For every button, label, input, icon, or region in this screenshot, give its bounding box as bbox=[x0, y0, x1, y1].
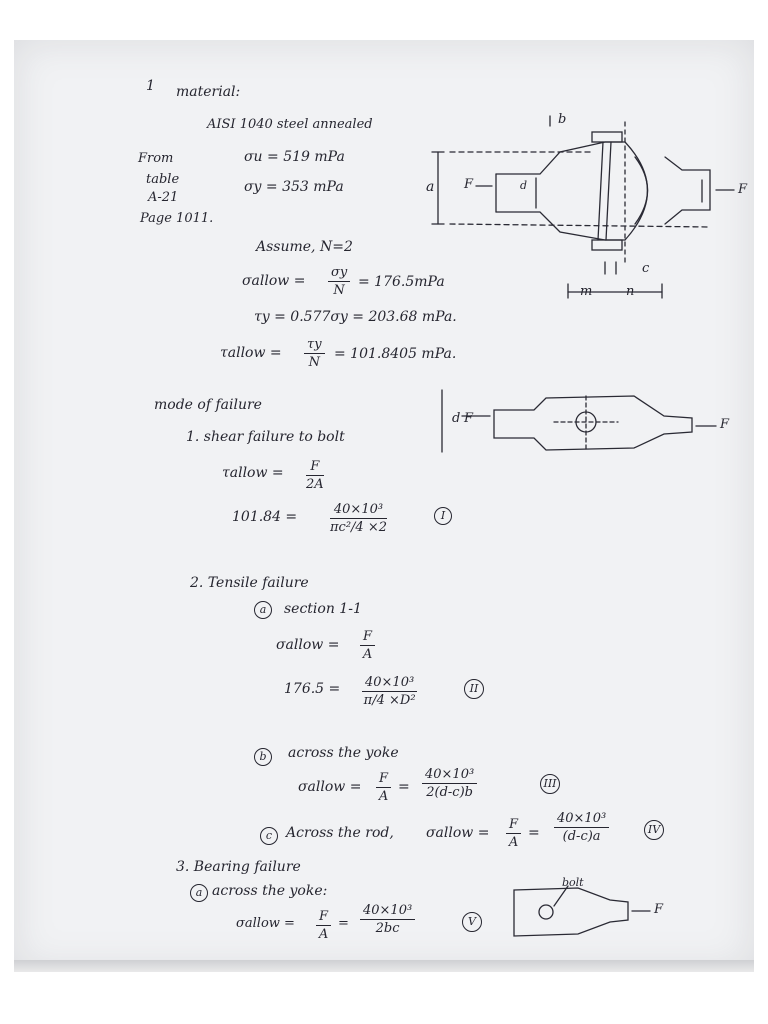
shear-value-fraction bbox=[330, 503, 387, 534]
tensile-lhs: σallow = bbox=[276, 637, 340, 653]
bolt-hole bbox=[539, 905, 553, 919]
knuckle-joint-sketch bbox=[420, 112, 750, 312]
mode-of-failure-heading: mode of failure bbox=[154, 397, 262, 413]
section-a2-marker: a bbox=[190, 884, 208, 902]
fig1-label-a: a bbox=[426, 179, 435, 195]
bearing-mid-denominator: A bbox=[318, 927, 329, 942]
tauallow-result: = 101.8405 mPa. bbox=[334, 346, 457, 362]
yoke-lhs: σallow = bbox=[298, 779, 362, 795]
table-number: A-21 bbox=[148, 190, 179, 205]
material-heading: material: bbox=[176, 84, 241, 100]
rod-fraction bbox=[554, 812, 609, 843]
rod-mid-denominator: A bbox=[508, 835, 519, 850]
section-b-marker: b bbox=[254, 748, 272, 766]
pin-line-1 bbox=[598, 142, 603, 240]
equation-tag-1: I bbox=[434, 507, 452, 525]
sallow-result: = 176.5mPa bbox=[358, 274, 445, 290]
right-rod-outline bbox=[665, 157, 710, 224]
across-rod-label: Across the rod, bbox=[286, 825, 394, 841]
ultimate-strength: σu = 519 mPa bbox=[244, 149, 345, 165]
shear-value-denominator: πc²/4 ×2 bbox=[330, 520, 387, 535]
yoke-upper-outline bbox=[496, 142, 625, 174]
yoke-numerator: 40×10³ bbox=[422, 768, 477, 784]
yoke-end-outline bbox=[514, 888, 628, 936]
yoke-denominator: 2(d-c)b bbox=[426, 785, 473, 800]
bearing-numerator: 40×10³ bbox=[360, 904, 415, 920]
equation-tag-4: IV bbox=[644, 820, 664, 840]
sallow-denominator: N bbox=[333, 283, 345, 298]
across-yoke-label: across the yoke bbox=[288, 745, 399, 761]
fig1-label-f: F bbox=[464, 177, 474, 192]
bearing-fraction bbox=[360, 904, 415, 935]
equation-tag-5: V bbox=[462, 912, 482, 932]
tauallow-lhs: τallow = bbox=[220, 345, 282, 361]
bearing-lhs: σallow = bbox=[236, 916, 295, 931]
equation-tag-2: II bbox=[464, 679, 484, 699]
rod-equals: = bbox=[528, 825, 540, 841]
bearing-across-yoke-label: across the yoke: bbox=[212, 883, 328, 899]
bearing-denominator: 2bc bbox=[375, 921, 400, 936]
shear-lhs: τallow = bbox=[222, 465, 284, 481]
fig1-label-m: m bbox=[580, 284, 593, 299]
page-label: Page 1011. bbox=[140, 211, 214, 226]
yoke-mid-numerator: F bbox=[376, 772, 391, 788]
rod-mid-numerator: F bbox=[506, 818, 521, 834]
eye-inner-outline bbox=[635, 157, 648, 224]
rod-mid-fraction bbox=[506, 818, 521, 849]
tauallow-numerator: τy bbox=[304, 338, 325, 354]
bearing-failure-heading: 3. Bearing failure bbox=[176, 859, 301, 875]
yoke-mid-fraction bbox=[376, 772, 391, 803]
tensile-failure-heading: 2. Tensile failure bbox=[190, 575, 309, 591]
steel-spec: AISI 1040 steel annealed bbox=[207, 117, 373, 132]
section-a-marker: a bbox=[254, 601, 272, 619]
joint-top-view-sketch bbox=[434, 386, 734, 466]
pin-head-bottom bbox=[592, 240, 622, 250]
rod-lhs: σallow = bbox=[426, 825, 490, 841]
dim-a-bottom-extension bbox=[450, 224, 710, 227]
bearing-equals: = bbox=[338, 916, 349, 931]
fig2-label-d: d bbox=[452, 411, 461, 426]
bolt-label: bolt bbox=[562, 876, 584, 889]
page-bottom-edge bbox=[14, 960, 754, 972]
shear-fraction bbox=[306, 460, 324, 491]
tensile-value-numerator: 40×10³ bbox=[362, 676, 417, 692]
section-1-1-label: section 1-1 bbox=[284, 601, 362, 617]
section-c-marker: c bbox=[260, 827, 278, 845]
tensile-value-fraction bbox=[362, 676, 417, 707]
shear-numerator: F bbox=[306, 460, 324, 476]
fig1-label-f-right: F bbox=[738, 182, 748, 197]
tensile-denominator: A bbox=[362, 647, 373, 662]
yoke-fraction bbox=[422, 768, 477, 799]
yield-strength: σy = 353 mPa bbox=[244, 179, 344, 195]
shear-denominator: 2A bbox=[306, 477, 324, 492]
tensile-numerator: F bbox=[360, 630, 375, 646]
shear-value-lhs: 101.84 = bbox=[232, 509, 298, 525]
shear-value-numerator: 40×10³ bbox=[330, 503, 387, 519]
joint-outline bbox=[494, 396, 692, 450]
fig2-label-f-left: F bbox=[464, 411, 474, 426]
tensile-value-lhs: 176.5 = bbox=[284, 681, 341, 697]
assume-n: Assume, N=2 bbox=[256, 239, 353, 255]
sallow-fraction bbox=[328, 266, 350, 297]
yoke-mid-denominator: A bbox=[378, 789, 389, 804]
fig1-label-c: c bbox=[642, 261, 650, 276]
tensile-value-denominator: π/4 ×D² bbox=[363, 693, 416, 708]
fig2-label-f-right: F bbox=[720, 417, 730, 432]
tau-yield: τy = 0.577σy = 203.68 mPa. bbox=[254, 309, 457, 325]
tauallow-denominator: N bbox=[308, 355, 320, 370]
pin-head-top bbox=[592, 132, 622, 142]
fig1-label-n: n bbox=[626, 284, 635, 299]
fig3-label-f: F bbox=[654, 902, 664, 917]
fig1-label-d: d bbox=[520, 179, 528, 192]
shear-failure-heading: 1. shear failure to bolt bbox=[186, 429, 345, 445]
fig1-label-b: b bbox=[558, 112, 567, 127]
sallow-numerator: σy bbox=[328, 266, 350, 282]
eye-outline bbox=[625, 142, 648, 240]
section-number: 1 bbox=[146, 78, 155, 94]
rod-denominator: (d-c)a bbox=[562, 829, 601, 844]
bearing-mid-fraction bbox=[316, 910, 331, 941]
bearing-mid-numerator: F bbox=[316, 910, 331, 926]
sallow-lhs: σallow = bbox=[242, 273, 306, 289]
tensile-fraction bbox=[360, 630, 375, 661]
pin-line-2 bbox=[606, 142, 611, 240]
yoke-equals: = bbox=[398, 779, 410, 795]
from-label: From bbox=[138, 151, 174, 166]
tauallow-fraction bbox=[304, 338, 325, 369]
table-label: table bbox=[146, 172, 180, 187]
rod-numerator: 40×10³ bbox=[554, 812, 609, 828]
equation-tag-3: III bbox=[540, 774, 560, 794]
